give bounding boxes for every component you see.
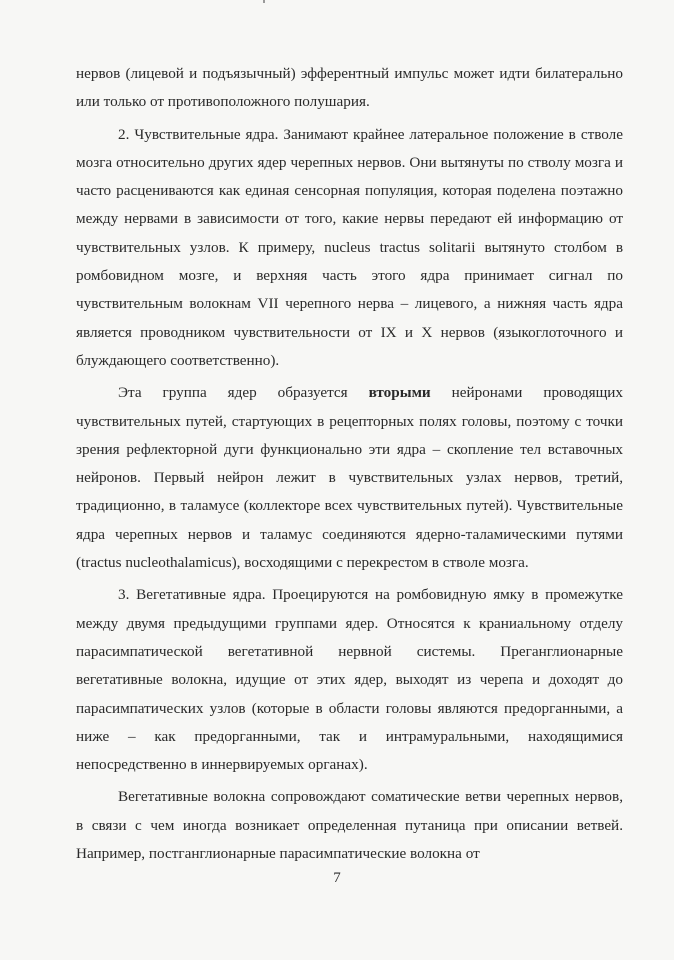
paragraph-sensory-nuclei: 2. Чувствительные ядра. Занимают крайнее латеральное положение в стволе мозга относительно других ядер черепных нервов. Они вытянуты по стволу мозга и часто расцениваются как единая сенсорная популяция, которая поделена поэтажно между нервами в зависимости от того, какие нервы передают ей информацию от чувствительных узлов. К примеру, nucleus tractus solitarii вытянуто столбом в ромбовидном мозге, и верхняя часть этого ядра принимает сигнал по чувствительным волокнам VII черепного нерва – лицевого, а нижняя часть ядра является проводником чувствительности от IX и X нервов (языкоглоточного и блуждающего соответственно). [76,125,623,369]
paragraph-second-neurons [76,379,623,577]
paragraph-vegetative-nuclei: 3. Вегетативные ядра. Проецируются на ромбовидную ямку в промежутке между двумя предыдущими группами ядер. Относятся к краниальному отделу парасимпатической вегетативной нервной системы. Преганглионарные вегетативные волокна, идущие от этих ядер, выходят из черепа и доходят до парасимпатических узлов (которые в области головы являются предорганными, а ниже – как предорганными, так и интрамуральными, находящимися непосредственно в иннервируемых органах). [76,586,623,774]
page-number: 7 [333,870,341,886]
scan-artifact [263,0,265,3]
paragraph-vegetative-fibers: Вегетативные волокна сопровождают соматические ветви черепных нервов, в связи с чем иногда возникает определенная путаница при описании ветвей. Например, постганглионарные парасимпатические волокна от [76,788,623,863]
paragraph-continuation: нервов (лицевой и подъязычный) эфферентный импульс может идти билатерально или только от противоположного полушария. [76,65,623,111]
body-text [76,60,623,868]
paragraph-text-after: нейронами проводящих чувствительных путей, стартующих в рецепторных полях головы, поэтому с точки зрения рефлекторной дуги функционально эти ядра – скопление тел вставочных нейронов. Первый нейрон лежит в чувствительных узлах нервов, третий, традиционно, в таламусе (коллекторе всех чувствительных путей). Чувствительные ядра черепных нервов и таламус соединяются ядерно-таламическими путями (tractus nucleothalamicus), восходящими с перекрестом в стволе мозга. [76,384,623,572]
paragraph-text-before: Эта группа ядер образуется [118,384,369,402]
emphasis-bold: вторыми [368,384,431,402]
